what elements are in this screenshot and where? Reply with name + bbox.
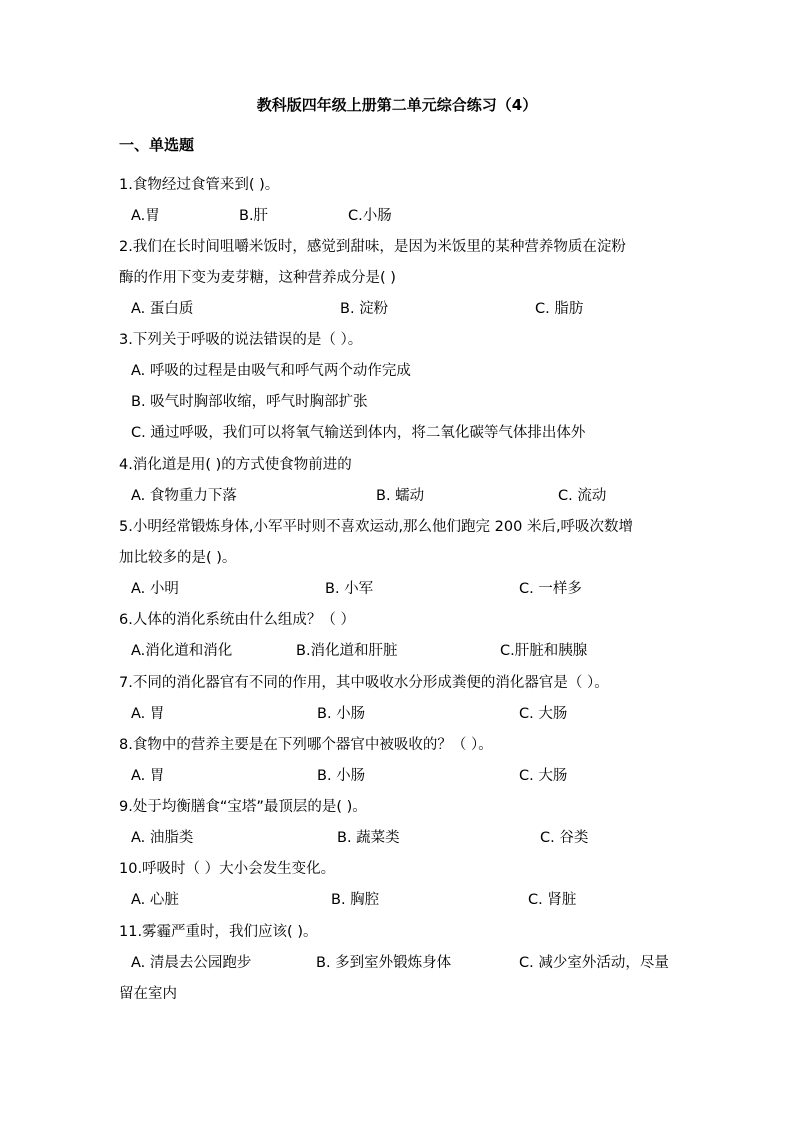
- question-stem-continued: 酶的作用下变为麦芽糖，这种营养成分是( ): [119, 270, 396, 286]
- option-a: A. 蛋白质: [131, 301, 194, 317]
- option-a: A. 小明: [131, 581, 179, 597]
- page-title: 教科版四年级上册第二单元综合练习（4）: [256, 96, 538, 114]
- option-a: A. 食物重力下落: [131, 488, 237, 504]
- option-a: A.胃: [131, 208, 160, 224]
- option-c: C. 减少室外活动，尽量: [519, 955, 669, 971]
- option-c: C. 谷类: [540, 830, 589, 846]
- option-c: C.肝脏和胰腺: [500, 643, 588, 659]
- option-a: A. 清晨去公园跑步: [131, 955, 252, 971]
- question-stem: 10.呼吸时（ ）大小会发生变化。: [119, 861, 336, 877]
- question-stem: 1.食物经过食管来到( )。: [119, 177, 280, 193]
- option-b: B. 蔬菜类: [337, 830, 400, 846]
- option-c: C. 大肠: [519, 768, 568, 784]
- option-b: B. 吸气时胸部收缩，呼气时胸部扩张: [131, 394, 368, 410]
- option-c: C.小肠: [348, 208, 392, 224]
- option-a: A.消化道和消化: [131, 643, 233, 659]
- option-b: B. 小肠: [317, 706, 366, 722]
- option-c: C. 通过呼吸，我们可以将氧气输送到体内，将二氧化碳等气体排出体外: [131, 425, 586, 441]
- option-b: B. 多到室外锻炼身体: [316, 955, 452, 971]
- option-a: A. 心脏: [131, 892, 179, 908]
- option-c: C. 肾脏: [528, 892, 577, 908]
- option-a: A. 胃: [131, 706, 165, 722]
- question-stem: 7.不同的消化器官有不同的作用，其中吸收水分形成粪便的消化器官是（ ）。: [119, 675, 609, 691]
- question-stem: 4.消化道是用( )的方式使食物前进的: [119, 457, 352, 473]
- option-b: B. 胸腔: [331, 892, 380, 908]
- question-stem-continued: 加比较多的是( )。: [119, 550, 237, 566]
- option-a: A. 油脂类: [131, 830, 194, 846]
- option-b: B. 小肠: [317, 768, 366, 784]
- option-c: C. 流动: [558, 488, 607, 504]
- option-b: B.肝: [239, 208, 269, 224]
- question-stem: 11.雾霾严重时，我们应该( )。: [119, 924, 318, 940]
- section-heading: 一、单选题: [119, 136, 195, 154]
- question-stem: 8.食物中的营养主要是在下列哪个器官中被吸收的？（ ）。: [119, 737, 493, 753]
- option-c: C. 大肠: [519, 706, 568, 722]
- question-stem: 9.处于均衡膳食“宝塔”最顶层的是( )。: [119, 799, 367, 815]
- option-b: B. 蠕动: [376, 488, 425, 504]
- option-c: C. 一样多: [519, 581, 582, 597]
- option-b: B.消化道和肝脏: [296, 643, 398, 659]
- option-b: B. 小军: [325, 581, 374, 597]
- question-stem: 6.人体的消化系统由什么组成？（ ）: [119, 612, 355, 628]
- option-b: B. 淀粉: [340, 301, 389, 317]
- option-a: A. 呼吸的过程是由吸气和呼气两个动作完成: [131, 363, 411, 379]
- option-a: A. 胃: [131, 768, 165, 784]
- question-stem: 5.小明经常锻炼身体,小军平时则不喜欢运动,那么他们跑完 200 米后,呼吸次数增: [119, 519, 634, 535]
- option-c: C. 脂肪: [535, 301, 584, 317]
- question-stem: 2.我们在长时间咀嚼米饭时，感觉到甜味，是因为米饭里的某种营养物质在淀粉: [119, 239, 626, 255]
- option-c-continued: 留在室内: [119, 986, 177, 1002]
- question-stem: 3.下列关于呼吸的说法错误的是（ ）。: [119, 332, 363, 348]
